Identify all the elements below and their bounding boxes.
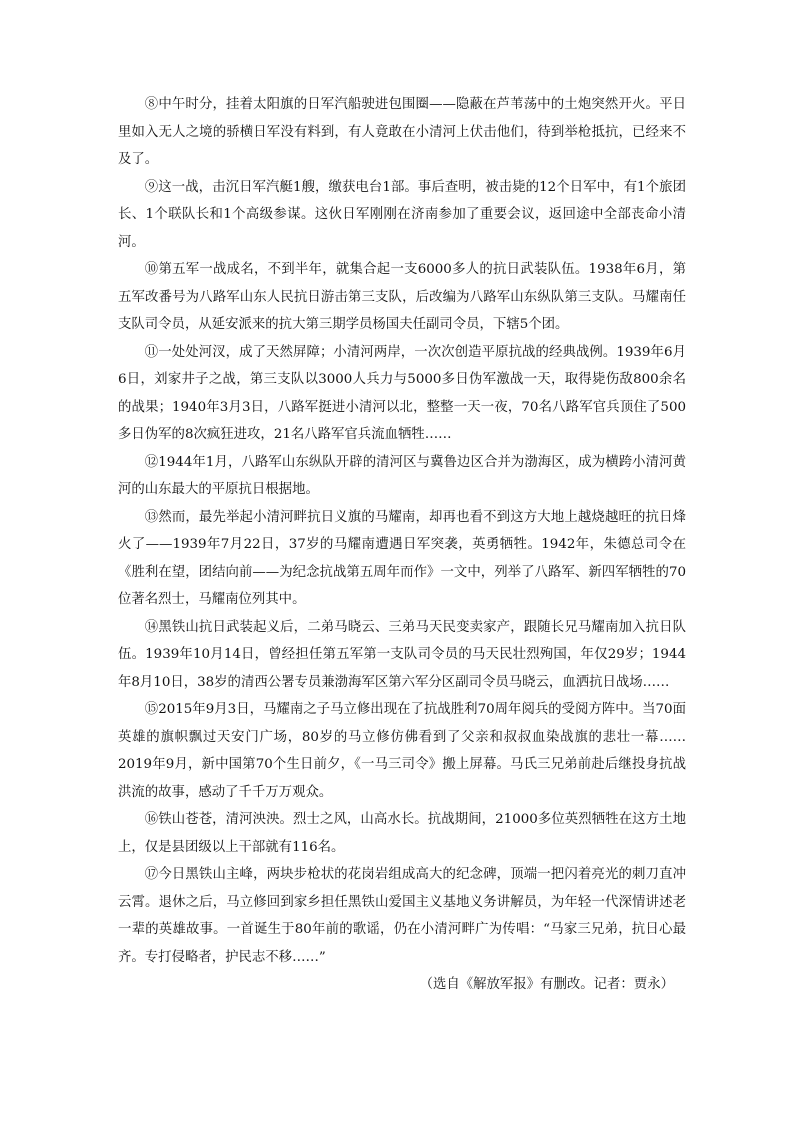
paragraph-12: ⑫1944年1月，八路军山东纵队开辟的清河区与冀鲁边区合并为渤海区，成为横跨小清河黄河的山东最大的平原抗日根据地。	[118, 454, 686, 497]
paragraph-13: ⑬然而，最先举起小清河畔抗日义旗的马耀南，却再也看不到这方大地上越烧越旺的抗日烽火了——1939年7月22日，37岁的马耀南遭遇日军突袭，英勇牺牲。1942年，朱德总司令在《胜利在望，团结向前——为纪念抗战第五周年而作》一文中，列举了八路军、新四军牺牲的70位著名烈士，马耀南位列其中。	[118, 509, 686, 607]
paragraph-14: ⑭黑铁山抗日武装起义后，二弟马晓云、三弟马天民变卖家产，跟随长兄马耀南加入抗日队伍。1939年10月14日，曾经担任第五军第一支队司令员的马天民壮烈殉国，年仅29岁；1944年8月10日，38岁的清西公署专员兼渤海军区第六军分区副司令员马晓云，血洒抗日战场……	[118, 619, 686, 690]
paragraph-8: ⑧中午时分，挂着太阳旗的日军汽船驶进包围圈——隐蔽在芦苇荡中的土炮突然开火。平日里如入无人之境的骄横日军没有料到，有人竟敢在小清河上伏击他们，待到举枪抵抗，已经来不及了。	[118, 97, 686, 167]
paragraph-16: ⑯铁山苍苍，清河泱泱。烈士之风，山高水长。抗战期间，21000多位英烈牺牲在这方土地上，仅是县团级以上干部就有116名。	[118, 812, 686, 855]
source-attribution: （选自《解放军报》有删改。记者：贾永）	[419, 977, 674, 992]
paragraph-15: ⑮2015年9月3日，马耀南之子马立修出现在了抗战胜利70周年阅兵的受阅方阵中。当70面英雄的旗帜飘过天安门广场，80岁的马立修仿佛看到了父亲和叔叔血染战旗的悲壮一幕……2019年9月，新中国第70个生日前夕，《一马三司令》搬上屏幕。马氏三兄弟前赴后继投身抗战洪流的故事，感动了千千万万观众。	[118, 702, 686, 800]
paragraph-10: ⑩第五军一战成名，不到半年，就集合起一支6000多人的抗日武装队伍。1938年6月，第五军改番号为八路军山东人民抗日游击第三支队，后改编为八路军山东纵队第三支队。马耀南任支队司令员，从延安派来的抗大第三期学员杨国夫任副司令员，下辖5个团。	[118, 262, 686, 332]
paragraph-11: ⑪一处处河汊，成了天然屏障；小清河两岸，一次次创造平原抗战的经典战例。1939年6月6日，刘家井子之战，第三支队以3000人兵力与5000多日伪军激战一天，取得毙伤敌800余名的战果；1940年3月3日，八路军挺进小清河以北，整整一天一夜，70名八路军官兵顶住了500多日伪军的8次疯狂进攻，21名八路军官兵流血牺牲……	[118, 344, 686, 442]
paragraph-17: ⑰今日黑铁山主峰，两块步枪状的花岗岩组成高大的纪念碑，顶端一把闪着亮光的刺刀直冲云霄。退休之后，马立修回到家乡担任黑铁山爱国主义基地义务讲解员，为年轻一代深情讲述老一辈的英雄故事。一首诞生于80年前的歌谣，仍在小清河畔广为传唱：“马家三兄弟，抗日心最齐。专打侵略者，护民志不移……”	[118, 867, 686, 965]
paragraph-9: ⑨这一战，击沉日军汽艇1艘，缴获电台1部。事后查明，被击毙的12个日军中，有1个旅团长、1个联队长和1个高级参谋。这伙日军刚刚在济南参加了重要会议，返回途中全部丧命小清河。	[118, 179, 686, 250]
article-body	[118, 91, 686, 999]
